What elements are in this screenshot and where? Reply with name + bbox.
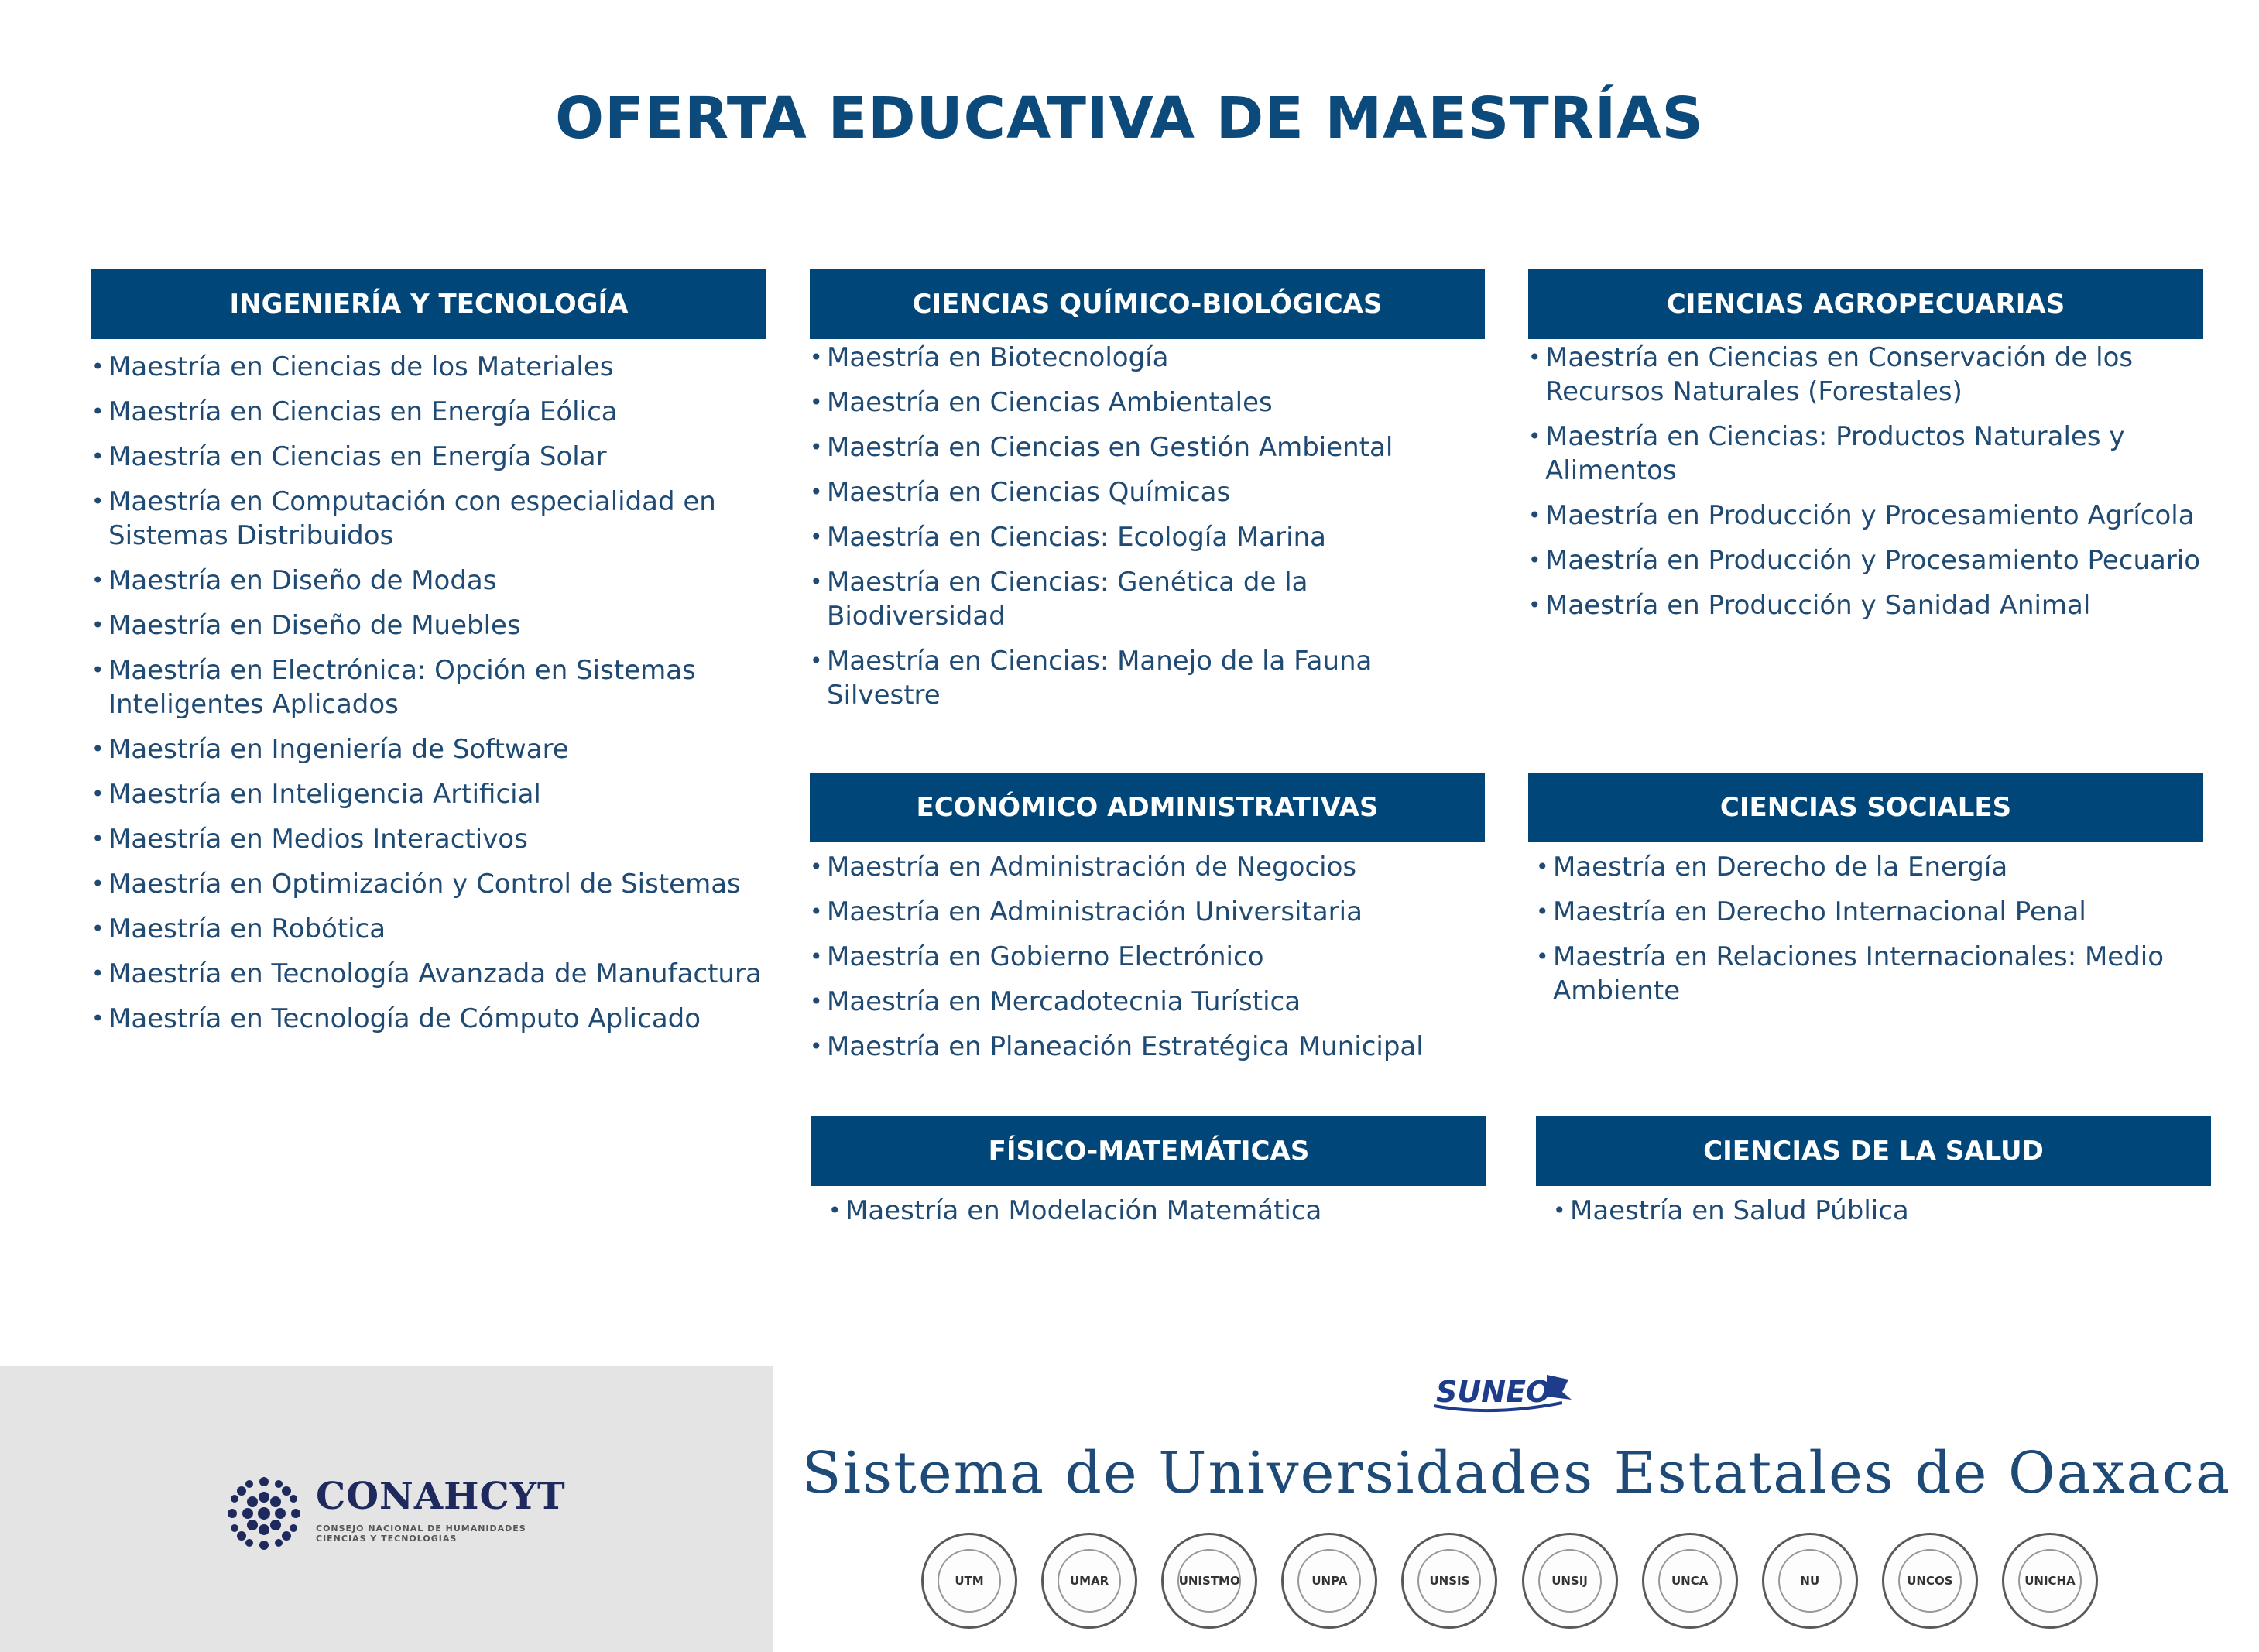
program-name: Maestría en Ciencias de los Materiales [108,351,614,382]
bullet-icon: • [91,354,105,379]
program-name: Maestría en Ciencias: Genética de la Biodiversidad [827,567,1308,632]
program-name: Maestría en Planeación Estratégica Municipal [827,1031,1424,1062]
university-seal-label: UNPA [1297,1549,1361,1613]
bullet-icon: • [810,524,823,550]
program-item [91,653,766,721]
program-name: Maestría en Modelación Matemática [845,1195,1322,1226]
program-name: Maestría en Tecnología de Cómputo Aplicado [108,1003,701,1034]
program-item [91,957,766,991]
bullet-icon: • [810,569,823,595]
university-seal-icon [1882,1533,1978,1629]
program-name: Maestría en Administración Universitaria [827,896,1363,927]
program-name: Maestría en Ciencias Químicas [827,477,1231,508]
bullet-icon: • [91,1006,105,1031]
conahcyt-subtitle [316,1523,564,1544]
section-header: CIENCIAS DE LA SALUD [1536,1116,2211,1186]
bullet-icon: • [1528,423,1541,449]
bullet-icon: • [810,389,823,415]
program-item [1553,1194,2211,1228]
program-name: Maestría en Tecnología Avanzada de Manufactura [108,958,762,989]
program-name: Maestría en Biotecnología [827,342,1169,373]
section-header: CIENCIAS SOCIALES [1528,773,2203,842]
bullet-icon: • [1528,547,1541,573]
bullet-icon: • [828,1198,842,1223]
bullet-icon: • [810,479,823,505]
bullet-icon: • [810,1033,823,1059]
university-seal-icon [921,1533,1017,1629]
program-list [1528,842,2203,1008]
bullet-icon: • [91,612,105,638]
program-name: Maestría en Ciencias en Energía Solar [108,441,607,472]
university-seal-icon [1642,1533,1738,1629]
program-name: Maestría en Ciencias en Conservación de los Recursos Naturales (Forestales) [1545,342,2134,407]
bullet-icon: • [810,899,823,924]
program-name: Maestría en Gobierno Electrónico [827,941,1264,972]
program-item [810,341,1485,375]
program-item [91,485,766,553]
bullet-icon: • [1536,899,1549,924]
university-seal-label: UNICHA [2018,1549,2082,1613]
university-seal-label: NU [1778,1549,1842,1613]
program-list [91,339,766,1036]
program-name: Maestría en Robótica [108,913,386,944]
program-name: Maestría en Derecho Internacional Penal [1553,896,2086,927]
bullet-icon: • [1528,502,1541,528]
bullet-icon: • [91,657,105,683]
program-name: Maestría en Salud Pública [1570,1195,1909,1226]
program-name: Maestría en Ingeniería de Software [108,734,569,765]
program-item [810,644,1485,712]
bullet-icon: • [810,648,823,673]
university-seal-icon [1522,1533,1618,1629]
section-ciencias-salud [1536,1116,2211,1239]
university-seal-icon [1161,1533,1257,1629]
bullet-icon: • [1536,944,1549,969]
program-name: Maestría en Producción y Sanidad Animal [1545,590,2091,621]
program-name: Maestría en Inteligencia Artificial [108,779,541,810]
bullet-icon: • [91,871,105,896]
university-seal-label: UNSIS [1417,1549,1481,1613]
program-item [810,1030,1485,1064]
program-list [810,842,1485,1064]
university-seal-label: UTM [938,1549,1001,1613]
bullet-icon: • [810,944,823,969]
program-item [828,1194,1486,1228]
bullet-icon: • [810,854,823,879]
bullet-icon: • [91,736,105,762]
program-name: Maestría en Optimización y Control de Sistemas [108,869,741,900]
program-list [811,1186,1486,1228]
program-item [91,867,766,901]
bullet-icon: • [1553,1198,1566,1223]
bullet-icon: • [91,916,105,941]
program-name: Maestría en Producción y Procesamiento Pecuario [1545,545,2201,576]
university-seal-label: UMAR [1058,1549,1121,1613]
program-name: Maestría en Administración de Negocios [827,852,1357,883]
university-seal-icon [2002,1533,2098,1629]
conahcyt-subtitle-line: CONSEJO NACIONAL DE HUMANIDADES [316,1523,526,1534]
suneo-logo-text: SUNEO [1436,1375,1551,1409]
program-item [810,430,1485,464]
program-item [1528,499,2203,533]
bullet-icon: • [810,434,823,460]
bullet-icon: • [91,399,105,424]
program-item [1528,341,2203,409]
section-header: CIENCIAS AGROPECUARIAS [1528,269,2203,339]
section-economico-administrativas [810,773,1485,1074]
program-item [91,350,766,384]
bullet-icon: • [91,444,105,469]
program-item [810,895,1485,929]
university-seal-label: UNCOS [1898,1549,1962,1613]
program-name: Maestría en Diseño de Muebles [108,610,521,641]
page-title: OFERTA EDUCATIVA DE MAESTRÍAS [555,85,1704,152]
section-fisico-matematicas [811,1116,1486,1239]
section-header: CIENCIAS QUÍMICO-BIOLÓGICAS [810,269,1485,339]
program-item [810,850,1485,884]
program-name: Maestría en Electrónica: Opción en Sistemas Inteligentes Aplicados [108,655,696,720]
program-item [810,475,1485,509]
program-item [91,608,766,643]
program-list [1536,1186,2211,1228]
bullet-icon: • [91,567,105,593]
bullet-icon: • [91,961,105,986]
program-item [91,440,766,474]
program-item [810,386,1485,420]
program-item [1536,850,2203,884]
program-name: Maestría en Producción y Procesamiento Agrícola [1545,500,2195,531]
program-list [810,339,1485,712]
university-seal-icon [1041,1533,1137,1629]
program-name: Maestría en Ciencias: Manejo de la Fauna Silvestre [827,646,1373,711]
section-agropecuarias [1528,269,2203,633]
program-item [1528,543,2203,578]
program-list [1528,339,2203,622]
program-item [810,520,1485,554]
program-item [1528,420,2203,488]
bullet-icon: • [91,781,105,807]
program-item [810,940,1485,974]
section-header: ECONÓMICO ADMINISTRATIVAS [810,773,1485,842]
program-name: Maestría en Ciencias Ambientales [827,387,1273,418]
bullet-icon: • [91,826,105,852]
program-item [91,777,766,811]
program-name: Maestría en Computación con especialidad en Sistemas Distribuidos [108,486,716,551]
bullet-icon: • [810,989,823,1014]
program-item [810,985,1485,1019]
program-name: Maestría en Relaciones Internacionales: Medio Ambiente [1553,941,2165,1006]
section-header: FÍSICO-MATEMÁTICAS [811,1116,1486,1186]
program-name: Maestría en Mercadotecnia Turística [827,986,1301,1017]
program-item [91,732,766,766]
program-item [91,395,766,429]
bullet-icon: • [91,488,105,514]
bullet-icon: • [810,344,823,370]
program-name: Maestría en Derecho de la Energía [1553,852,2008,883]
program-name: Maestría en Ciencias: Ecología Marina [827,522,1326,553]
university-seal-icon [1401,1533,1497,1629]
section-ingenieria [91,269,766,1047]
section-ciencias-sociales [1528,773,2203,1019]
university-seal-icon [1281,1533,1377,1629]
program-item [91,564,766,598]
university-logos [921,1533,2098,1633]
section-quimico-biologicas [810,269,1485,723]
bullet-icon: • [1528,592,1541,618]
program-item [91,822,766,856]
suneo-system-name: Sistema de Universidades Estatales de Oaxaca [801,1440,2232,1506]
conahcyt-subtitle-line: CIENCIAS Y TECNOLOGÍAS [316,1534,458,1544]
program-name: Maestría en Diseño de Modas [108,565,497,596]
conahcyt-name: CONAHCYT [316,1475,566,1518]
program-item [1536,940,2203,1008]
program-item [91,912,766,946]
program-item [1536,895,2203,929]
university-seal-label: UNSIJ [1538,1549,1602,1613]
program-name: Maestría en Medios Interactivos [108,824,528,855]
program-name: Maestría en Ciencias en Gestión Ambiental [827,432,1393,463]
bullet-icon: • [1528,344,1541,370]
section-header: INGENIERÍA Y TECNOLOGÍA [91,269,766,339]
program-item [91,1002,766,1036]
program-item [810,565,1485,633]
university-seal-icon [1762,1533,1858,1629]
bullet-icon: • [1536,854,1549,879]
university-seal-label: UNISTMO [1177,1549,1241,1613]
program-item [1528,588,2203,622]
program-name: Maestría en Ciencias: Productos Naturales y Alimentos [1545,421,2125,486]
conahcyt-logo-icon [221,1471,307,1556]
program-name: Maestría en Ciencias en Energía Eólica [108,396,618,427]
university-seal-label: UNCA [1658,1549,1722,1613]
